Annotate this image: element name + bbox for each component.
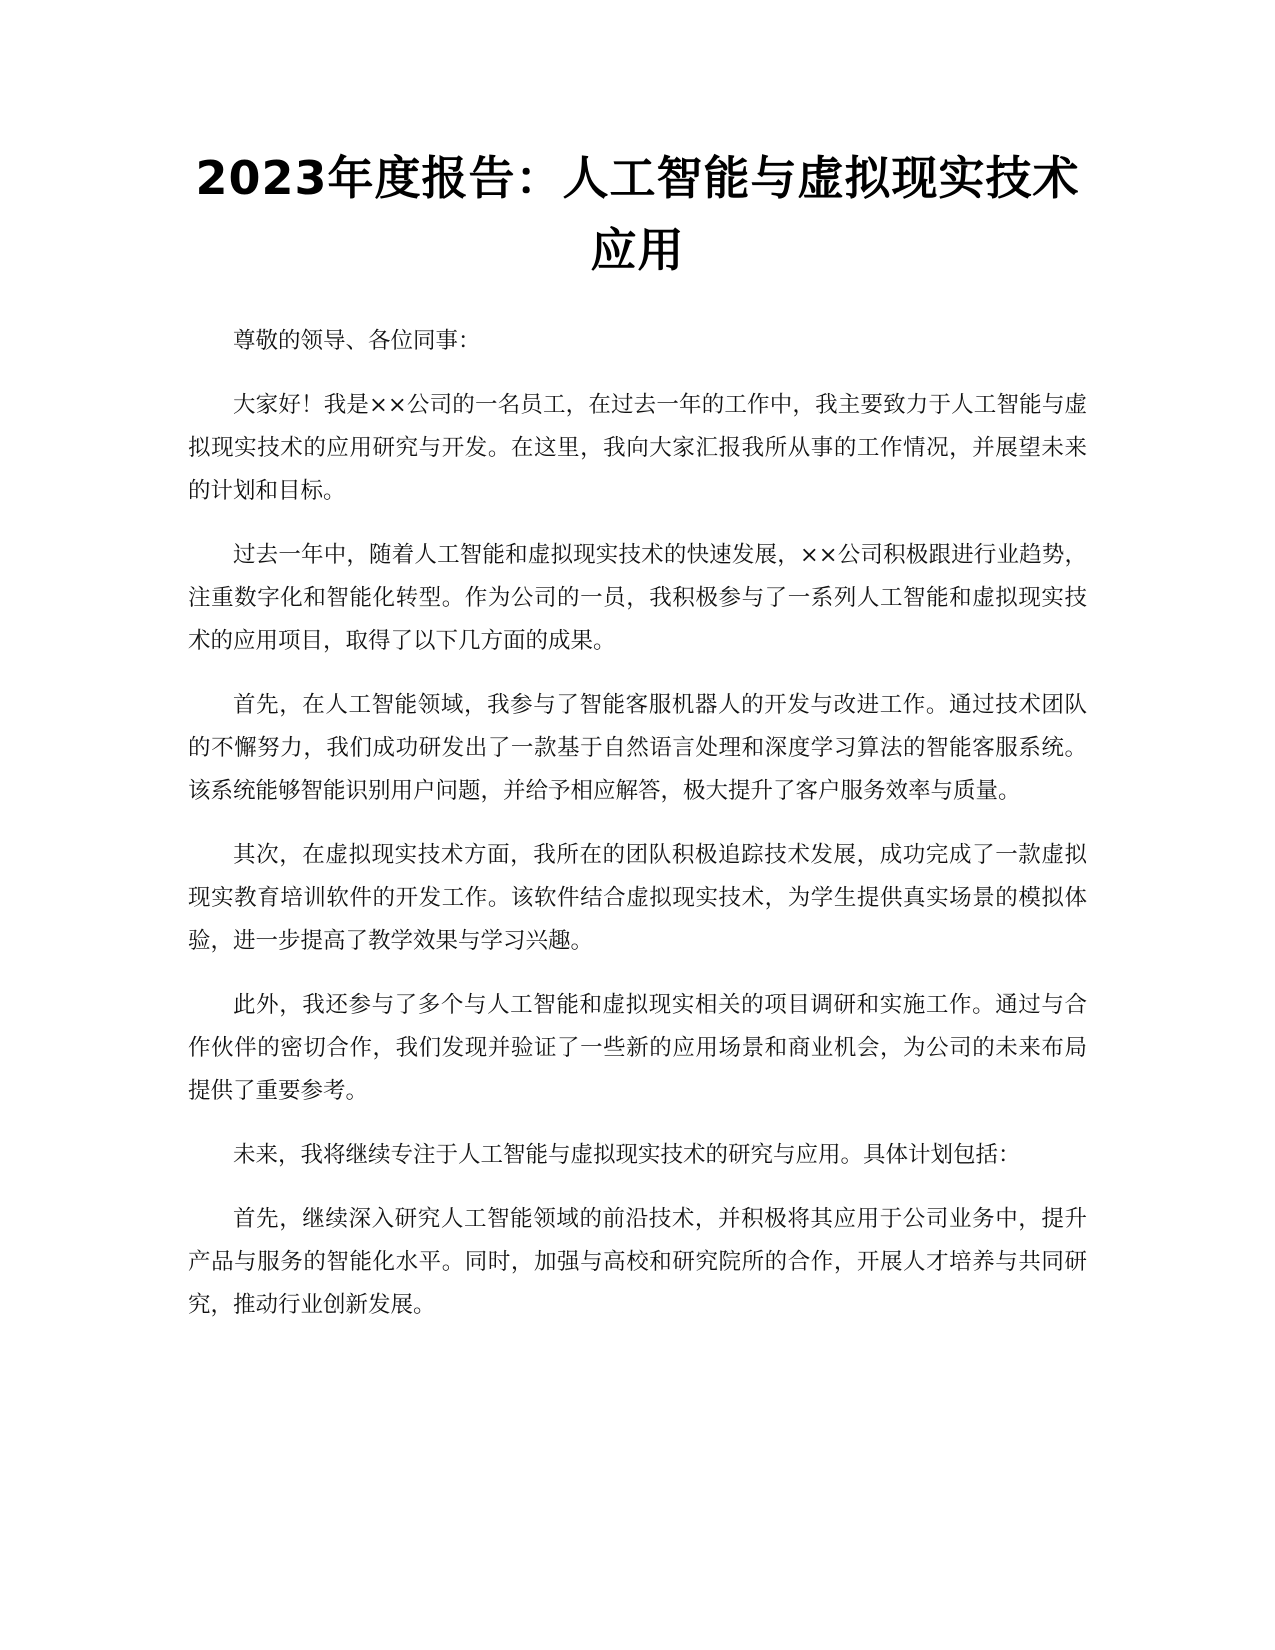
paragraph-other-projects: 此外，我还参与了多个与人工智能和虚拟现实相关的项目调研和实施工作。通过与合作伙伴的密切合作，我们发现并验证了一些新的应用场景和商业机会，为公司的未来布局提供了重要参考。 <box>188 992 1087 1104</box>
paragraph-ai-achievement: 首先，在人工智能领域，我参与了智能客服机器人的开发与改进工作。通过技术团队的不懈努力，我们成功研发出了一款基于自然语言处理和深度学习算法的智能客服系统。该系统能够智能识别用户问题，并给予相应解答，极大提升了客户服务效率与质量。 <box>188 692 1087 804</box>
document-title: 2023年度报告：人工智能与虚拟现实技术应用 <box>195 151 1080 277</box>
paragraph-salutation: 尊敬的领导、各位同事： <box>233 328 481 354</box>
paragraph-background: 过去一年中，随着人工智能和虚拟现实技术的快速发展，××公司积极跟进行业趋势，注重数字化和智能化转型。作为公司的一员，我积极参与了一系列人工智能和虚拟现实技术的应用项目，取得了以下几方面的成果。 <box>188 542 1087 654</box>
paragraph-future-plan: 未来，我将继续专注于人工智能与虚拟现实技术的研究与应用。具体计划包括： <box>233 1142 1021 1168</box>
paragraph-introduction: 大家好！我是××公司的一名员工，在过去一年的工作中，我主要致力于人工智能与虚拟现实技术的应用研究与开发。在这里，我向大家汇报我所从事的工作情况，并展望未来的计划和目标。 <box>188 392 1087 504</box>
paragraph-vr-achievement: 其次，在虚拟现实技术方面，我所在的团队积极追踪技术发展，成功完成了一款虚拟现实教育培训软件的开发工作。该软件结合虚拟现实技术，为学生提供真实场景的模拟体验，进一步提高了教学效果与学习兴趣。 <box>188 842 1087 954</box>
paragraph-plan-first: 首先，继续深入研究人工智能领域的前沿技术，并积极将其应用于公司业务中，提升产品与服务的智能化水平。同时，加强与高校和研究院所的合作，开展人才培养与共同研究，推动行业创新发展。 <box>188 1206 1087 1318</box>
document-body <box>188 320 1087 1327</box>
